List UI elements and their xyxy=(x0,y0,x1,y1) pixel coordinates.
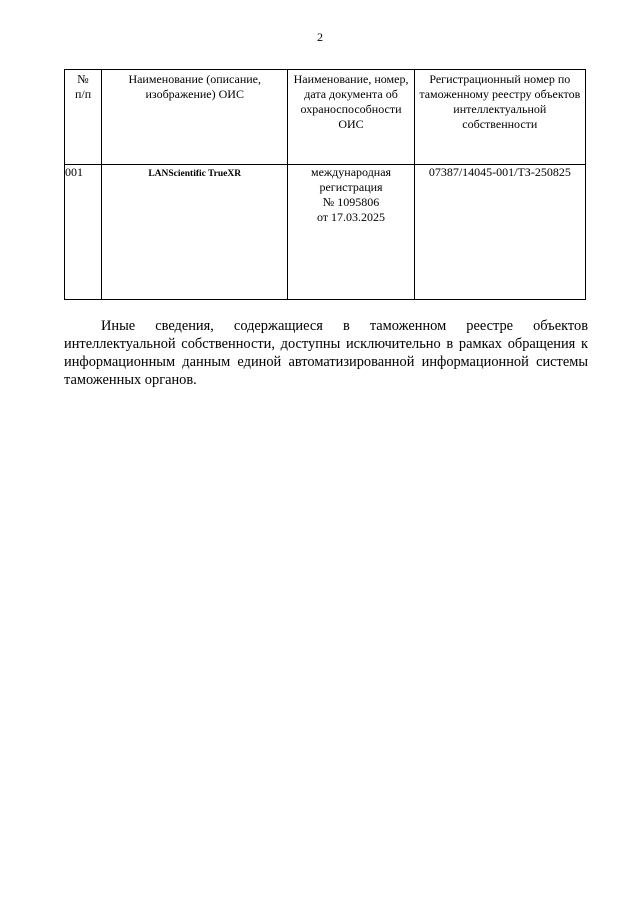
cell-number: 001 xyxy=(65,165,102,300)
ois-table xyxy=(64,69,586,300)
header-name: Наименование (описание, изображение) ОИС xyxy=(102,70,288,165)
cell-registration-number: 07387/14045-001/ТЗ-250825 xyxy=(414,165,585,300)
table-row xyxy=(65,165,586,300)
header-number-symbol: № xyxy=(77,72,89,86)
header-number xyxy=(65,70,102,165)
trademark-name: LANScientific TrueXR xyxy=(148,169,242,179)
page-number: 2 xyxy=(317,30,323,44)
document-date: от 17.03.2025 xyxy=(316,210,386,224)
cell-name xyxy=(102,165,288,300)
document-number: № 1095806 xyxy=(322,195,380,209)
cell-document xyxy=(288,165,414,300)
document-type: международная регистрация xyxy=(310,165,392,194)
header-document: Наименование, номер, дата документа об охраноспособности ОИС xyxy=(288,70,414,165)
header-number-abbr: п/п xyxy=(74,87,92,101)
note-paragraph: Иные сведения, содержащиеся в таможенном реестре объектов интеллектуальной собственности, доступны исключительно в рамках обращения к информационным данным единой автоматизированной информационной системы таможенных органов. xyxy=(64,318,588,388)
header-registration-number: Регистрационный номер по таможенному реестру объектов интеллектуальной собственности xyxy=(414,70,585,165)
table-header-row xyxy=(65,70,586,165)
